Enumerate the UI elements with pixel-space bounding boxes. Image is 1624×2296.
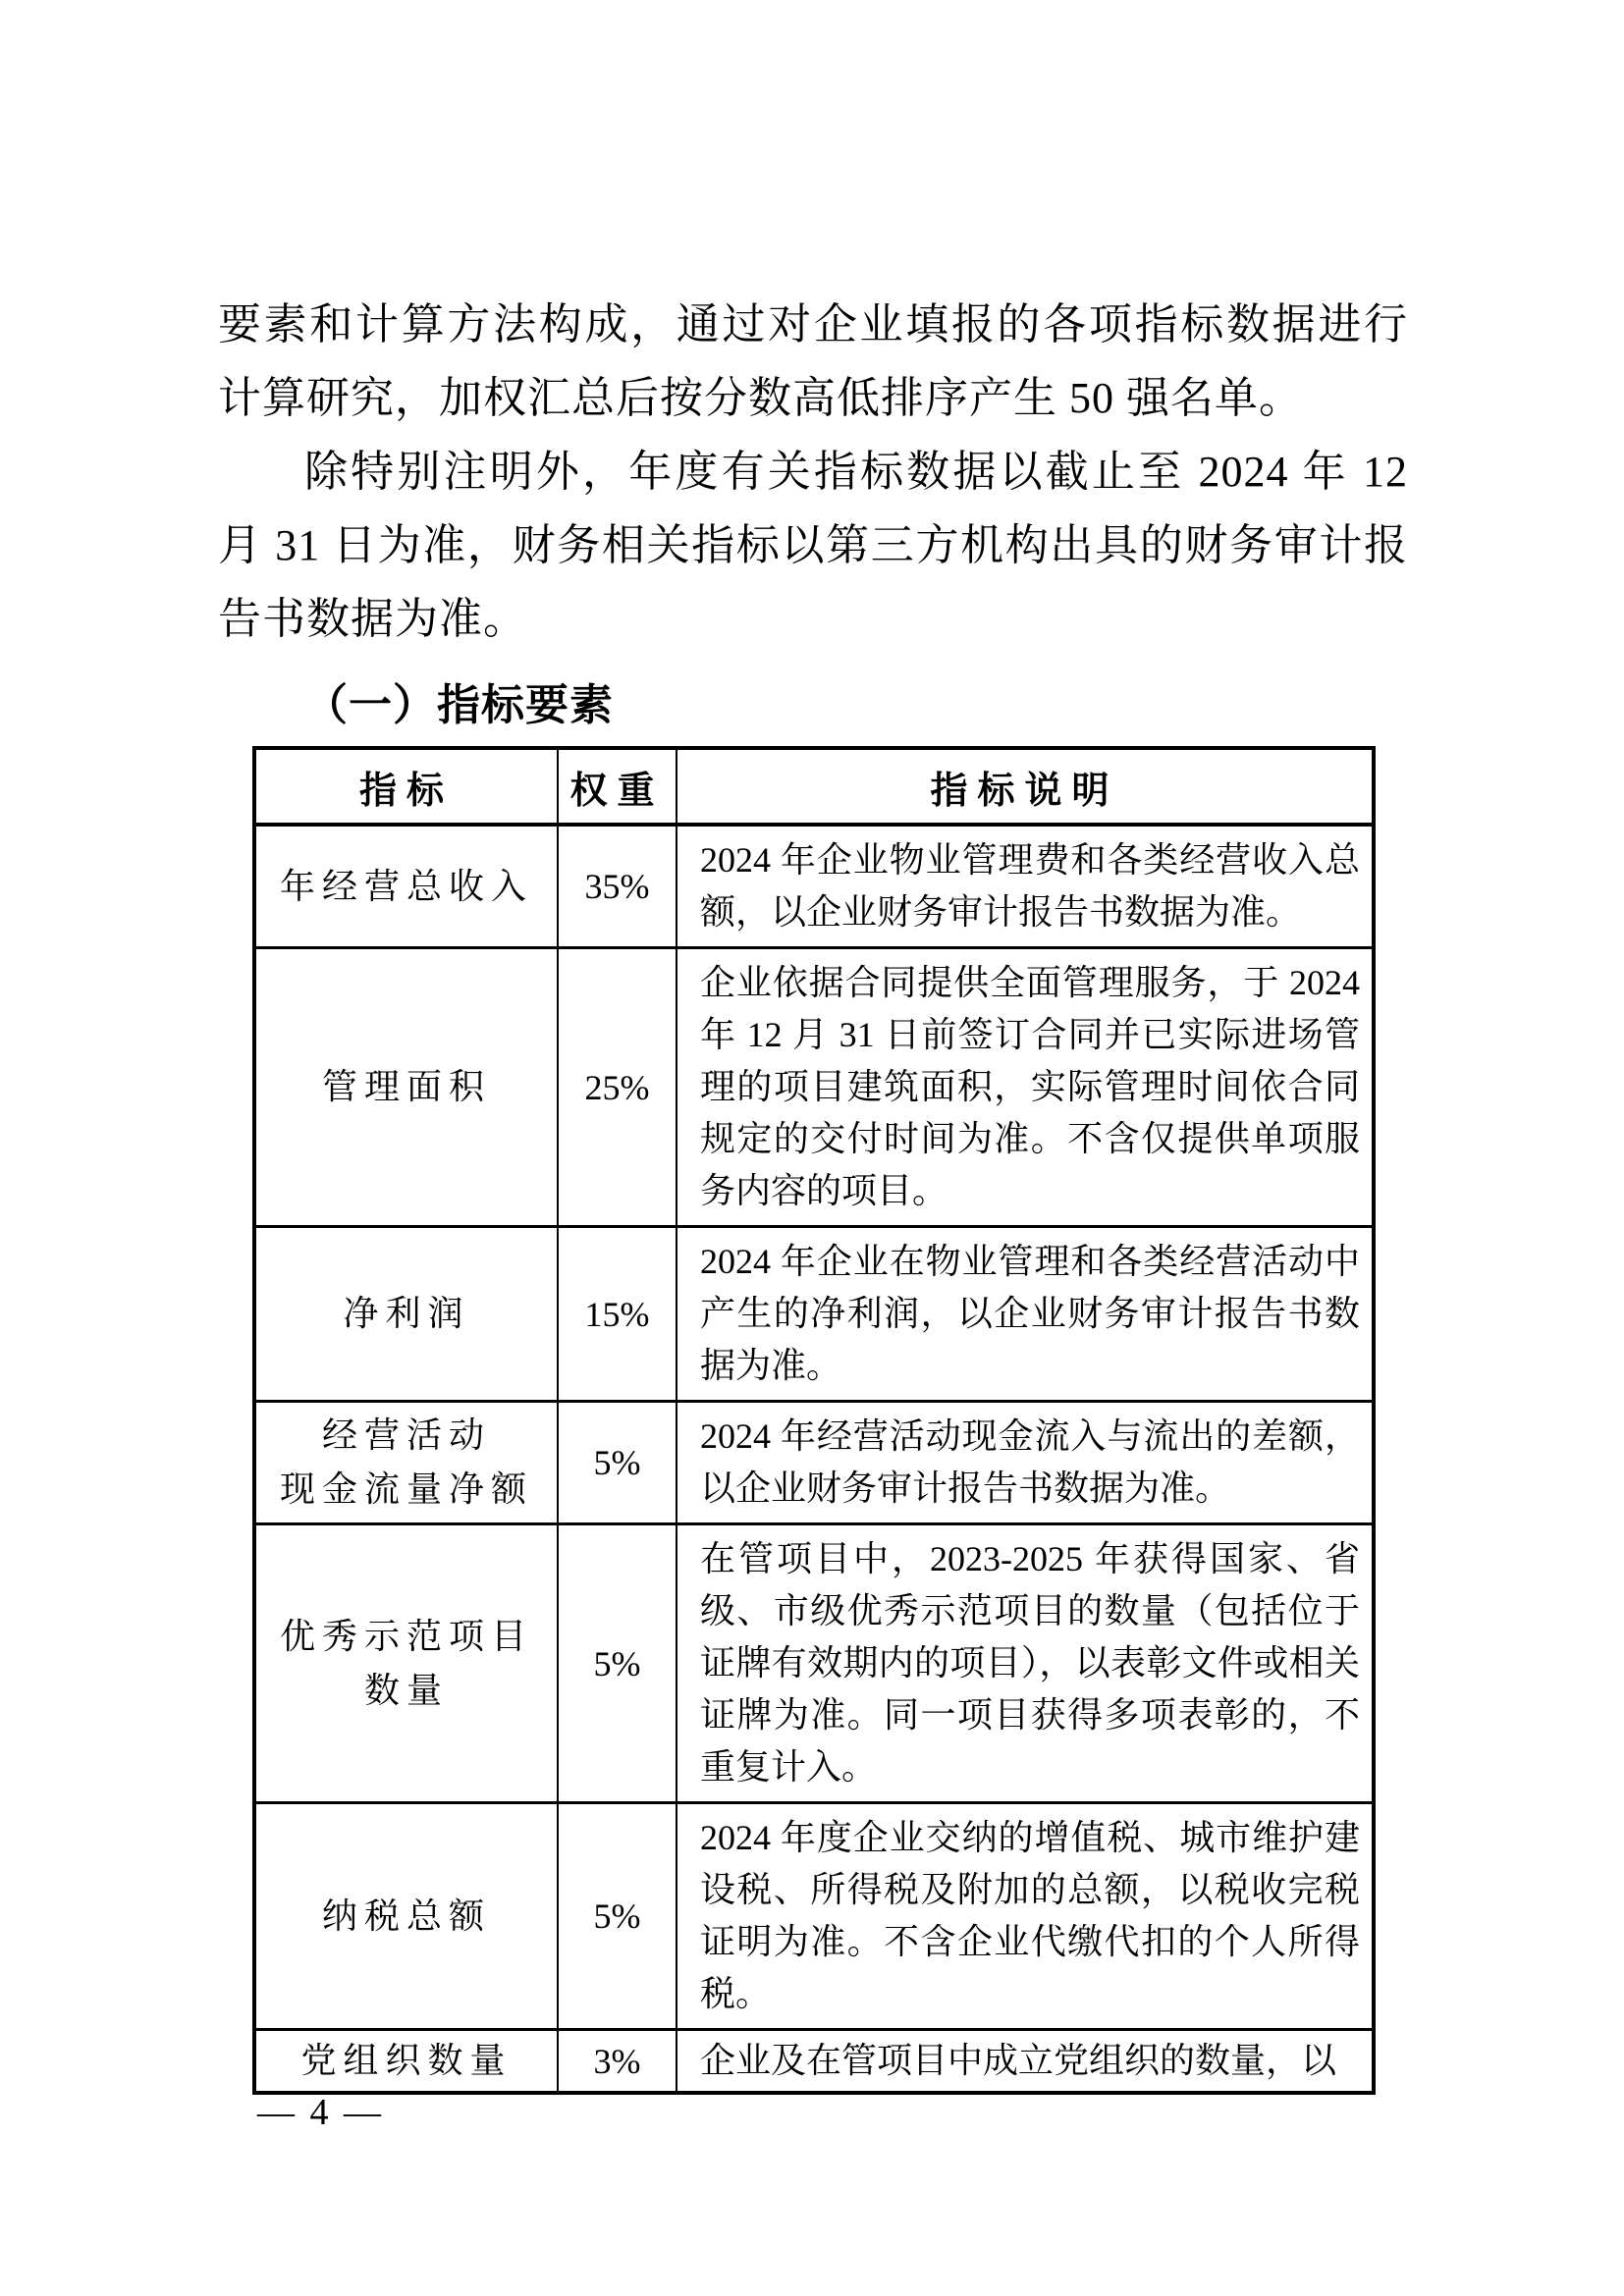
page-content: [218, 288, 1408, 2095]
weight-cell: 15%: [558, 1227, 677, 1402]
description-cell: 2024 年经营活动现金流入与流出的差额，以企业财务审计报告书数据为准。: [677, 1402, 1374, 1524]
section-heading: （一）指标要素: [304, 681, 614, 729]
weight-cell: 5%: [558, 1402, 677, 1524]
body-paragraph: 要素和计算方法构成，通过对企业填报的各项指标数据进行计算研究，加权汇总后按分数高低排序产生 50 强名单。: [218, 300, 1408, 422]
description-cell: 企业依据合同提供全面管理服务，于 2024 年 12 月 31 日前签订合同并已实际进场管理的项目建筑面积，实际管理时间依合同规定的交付时间为准。不含仅提供单项服务内容的项目。: [677, 948, 1374, 1227]
table-row: [254, 948, 1374, 1227]
table-row: [254, 1524, 1374, 1803]
table-row: [254, 1402, 1374, 1524]
table-row: [254, 825, 1374, 948]
body-paragraph: 除特别注明外，年度有关指标数据以截止至 2024 年 12 月 31 日为准，财务相关指标以第三方机构出具的财务审计报告书数据为准。: [218, 448, 1408, 643]
description-cell: 企业及在管项目中成立党组织的数量，以: [677, 2030, 1374, 2094]
description-cell: 2024 年企业物业管理费和各类经营收入总额，以企业财务审计报告书数据为准。: [677, 825, 1374, 948]
table-row: [254, 1227, 1374, 1402]
table-header-row: [254, 748, 1374, 825]
indicator-cell: 年经营总收入: [254, 825, 558, 948]
indicator-cell: 优秀示范项目 数量: [254, 1524, 558, 1803]
weight-cell: 35%: [558, 825, 677, 948]
weight-cell: 5%: [558, 1803, 677, 2030]
table-row: [254, 1803, 1374, 2030]
description-cell: 在管项目中，2023-2025 年获得国家、省级、市级优秀示范项目的数量（包括位于证牌有效期内的项目），以表彰文件或相关证牌为准。同一项目获得多项表彰的，不重复计入。: [677, 1524, 1374, 1803]
col-header-indicator: 指标: [254, 748, 558, 825]
table-row: [254, 2030, 1374, 2094]
weight-cell: 5%: [558, 1524, 677, 1803]
description-cell: 2024 年企业在物业管理和各类经营活动中产生的净利润，以企业财务审计报告书数据为准。: [677, 1227, 1374, 1402]
col-header-description: 指标说明: [677, 748, 1374, 825]
indicator-cell: 党组织数量: [254, 2030, 558, 2094]
indicator-cell: 管理面积: [254, 948, 558, 1227]
indicator-cell: 经营活动 现金流量净额: [254, 1402, 558, 1524]
col-header-weight: 权重: [558, 748, 677, 825]
weight-cell: 25%: [558, 948, 677, 1227]
description-cell: 2024 年度企业交纳的增值税、城市维护建设税、所得税及附加的总额，以税收完税证明为准。不含企业代缴代扣的个人所得税。: [677, 1803, 1374, 2030]
indicator-table: [252, 746, 1376, 2095]
indicator-cell: 净利润: [254, 1227, 558, 1402]
indicator-cell: 纳税总额: [254, 1803, 558, 2030]
page-number: — 4 —: [257, 2092, 384, 2133]
weight-cell: 3%: [558, 2030, 677, 2094]
